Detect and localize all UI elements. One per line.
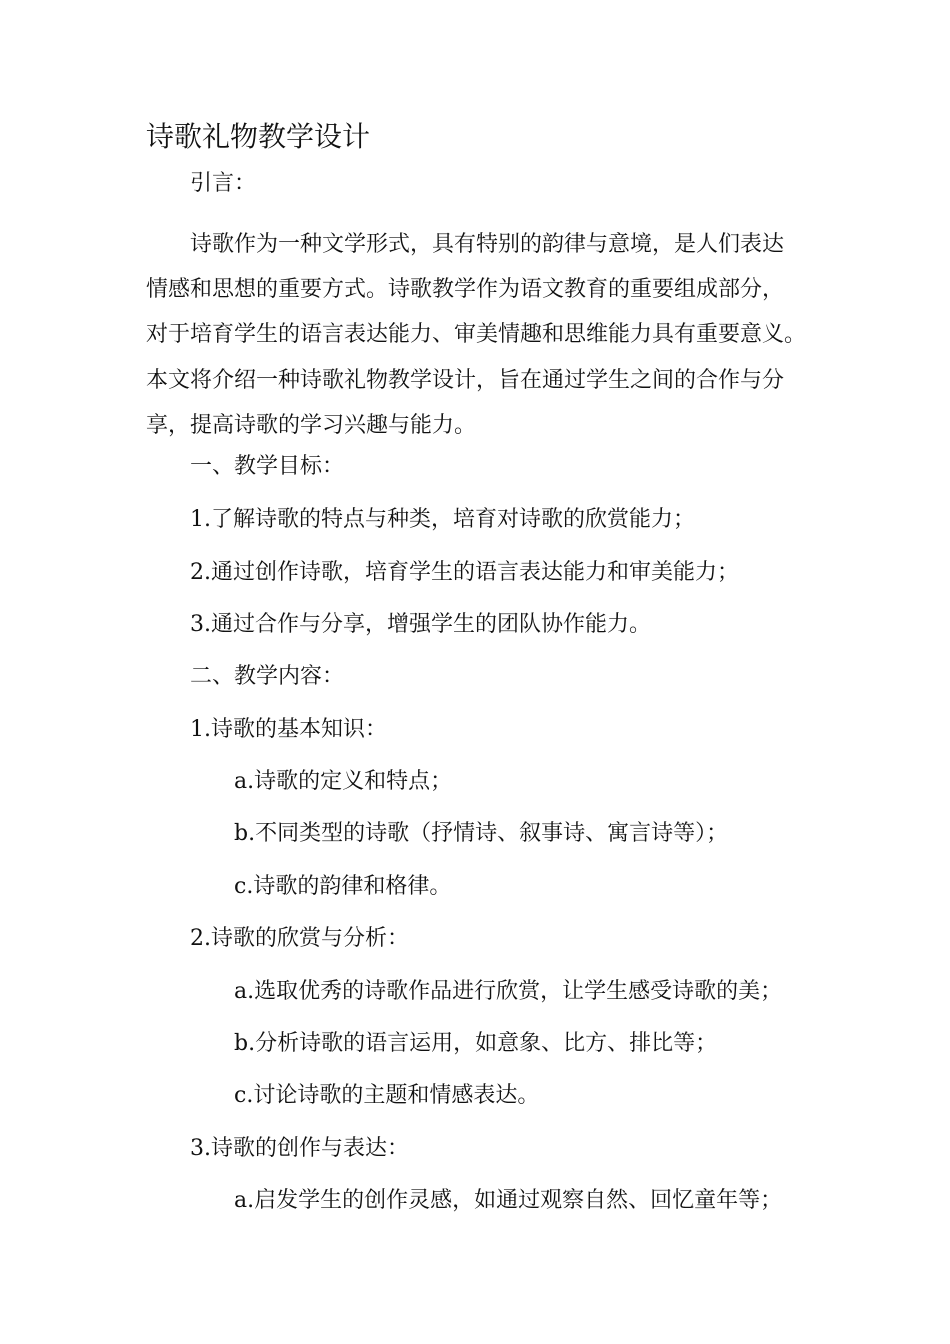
document-title: 诗歌礼物教学设计 <box>146 120 371 153</box>
intro-line: 享，提高诗歌的学习兴趣与能力。 <box>146 412 477 438</box>
content-subitem: b.不同类型的诗歌（抒情诗、叙事诗、寓言诗等）； <box>234 821 729 846</box>
content-subitem: c.诗歌的韵律和格律。 <box>234 874 452 899</box>
goal-item: 3.通过合作与分享，增强学生的团队协作能力。 <box>190 612 651 637</box>
intro-line: 本文将介绍一种诗歌礼物教学设计，旨在通过学生之间的合作与分 <box>146 367 785 393</box>
goal-item: 2.通过创作诗歌，培育学生的语言表达能力和审美能力； <box>190 560 739 585</box>
content-subitem: b.分析诗歌的语言运用，如意象、比方、排比等； <box>234 1031 718 1056</box>
content-group-heading: 2.诗歌的欣赏与分析： <box>190 926 409 951</box>
content-subitem: a.诗歌的定义和特点； <box>234 769 453 794</box>
content-subitem: a.启发学生的创作灵感，如通过观察自然、回忆童年等； <box>234 1188 783 1213</box>
intro-heading: 引言： <box>190 171 257 196</box>
content-group-heading: 1.诗歌的基本知识： <box>190 717 387 742</box>
section-heading-content: 二、教学内容： <box>190 664 345 689</box>
section-heading-goals: 一、教学目标： <box>190 454 345 479</box>
intro-line: 对于培育学生的语言表达能力、审美情趣和思维能力具有重要意义。 <box>146 322 807 348</box>
goal-item: 1.了解诗歌的特点与种类，培育对诗歌的欣赏能力； <box>190 507 695 532</box>
intro-line: 情感和思想的重要方式。诗歌教学作为语文教育的重要组成部分， <box>146 277 785 303</box>
content-subitem: a.选取优秀的诗歌作品进行欣赏，让学生感受诗歌的美； <box>234 979 783 1004</box>
intro-paragraph <box>146 222 806 448</box>
intro-line: 诗歌作为一种文学形式，具有特别的韵律与意境，是人们表达 <box>190 232 785 257</box>
content-subitem: c.讨论诗歌的主题和情感表达。 <box>234 1083 540 1108</box>
content-group-heading: 3.诗歌的创作与表达： <box>190 1136 409 1161</box>
